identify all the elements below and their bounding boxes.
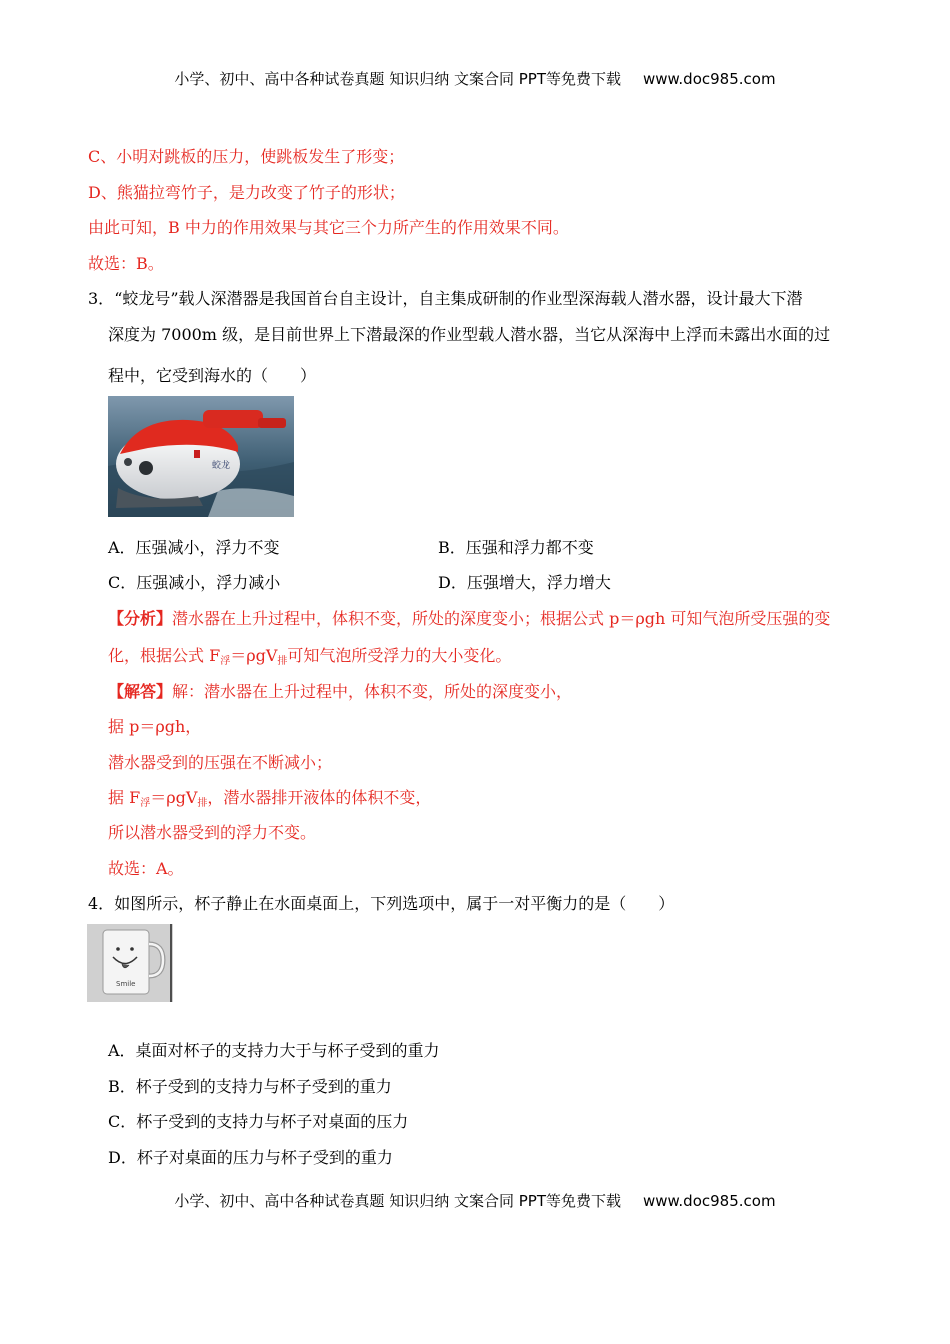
q3-option-b[interactable]: B．压强和浮力都不变 [438, 538, 594, 557]
analysis-tag: 【分析】 [108, 609, 173, 628]
header-text: 小学、初中、高中各种试卷真题 知识归纳 文案合同 PPT等免费下载 [174, 70, 621, 88]
analysis-sub-displace: 排 [277, 656, 288, 667]
q3-option-c[interactable]: C．压强减小，浮力减小 [108, 573, 281, 592]
solution-sub-float: 浮 [140, 798, 151, 809]
q4-number: 4． [88, 894, 115, 913]
submarine-hull-text: 蛟龙 [212, 461, 231, 471]
footer-url[interactable]: www.doc985.com [642, 1192, 776, 1210]
q3-option-d[interactable]: D．压强增大，浮力增大 [438, 573, 611, 592]
prev-conclusion: 由此可知，B 中力的作用效果与其它三个力所产生的作用效果不同。 [88, 218, 569, 237]
mug-photo [87, 924, 173, 1002]
analysis-text-1: 潜水器在上升过程中，体积不变，所处的深度变小；根据公式 p＝ρgh 可知气泡所受压强的变 [172, 609, 831, 628]
q3-stem-3: 程中，它受到海水的（ ） [108, 366, 317, 385]
q4-line1 [88, 893, 674, 915]
analysis-sub-float: 浮 [220, 656, 231, 667]
q3-answer: 故选：A。 [108, 859, 184, 878]
q3-option-a[interactable]: A．压强减小，浮力不变 [108, 538, 280, 557]
q4-stem: 如图所示，杯子静止在水面桌面上，下列选项中，属于一对平衡力的是（ ） [114, 894, 675, 913]
prev-answer: 故选：B。 [88, 254, 164, 273]
solution-tag: 【解答】 [108, 682, 173, 701]
q3-solution-3: 潜水器受到的压强在不断减小； [108, 753, 333, 772]
q4-option-a[interactable]: A．桌面对杯子的支持力大于与杯子受到的重力 [108, 1041, 440, 1060]
q3-analysis-1 [108, 608, 830, 630]
q3-stem-2: 深度为 7000m 级，是目前世界上下潜最深的作业型载人潜水器，当它从深海中上浮而未露出水面的过 [108, 325, 831, 344]
page-header [0, 68, 950, 89]
q3-solution-2: 据 p＝ρgh， [108, 717, 202, 736]
q4-option-d[interactable]: D．杯子对桌面的压力与杯子受到的重力 [108, 1148, 393, 1167]
q3-number: 3． [88, 289, 115, 308]
solution-text-4a: 据 F [108, 788, 141, 807]
analysis-text-2c: 可知气泡所受浮力的大小变化。 [287, 646, 512, 665]
solution-text-4b: ＝ρgV [150, 788, 198, 807]
q3-solution-5: 所以潜水器受到的浮力不变。 [108, 823, 317, 842]
q3-solution-1 [108, 681, 572, 703]
prev-option-d-explain: D、熊猫拉弯竹子，是力改变了竹子的形状； [88, 183, 405, 202]
submarine-photo [108, 396, 294, 517]
analysis-text-2a: 化，根据公式 F [108, 646, 221, 665]
solution-sub-displace: 排 [197, 798, 208, 809]
q3-solution-4 [108, 787, 431, 812]
mug-illustration [87, 924, 173, 1002]
q3-line1 [88, 288, 803, 310]
q3-analysis-2 [108, 645, 511, 670]
solution-text-4c: ，潜水器排开液体的体积不变， [207, 788, 432, 807]
analysis-text-2b: ＝ρgV [230, 646, 278, 665]
solution-text-1: 解：潜水器在上升过程中，体积不变，所处的深度变小， [172, 682, 573, 701]
q4-option-c[interactable]: C．杯子受到的支持力与杯子对桌面的压力 [108, 1112, 409, 1131]
submarine-illustration [108, 396, 294, 517]
page-footer [0, 1190, 950, 1211]
footer-text: 小学、初中、高中各种试卷真题 知识归纳 文案合同 PPT等免费下载 [174, 1192, 621, 1210]
mug-text: Smile [116, 980, 136, 988]
header-url[interactable]: www.doc985.com [642, 70, 776, 88]
prev-option-c-explain: C、小明对跳板的压力，使跳板发生了形变； [88, 147, 405, 166]
q3-stem-1: “蛟龙号”载人深潜器是我国首台自主设计，自主集成研制的作业型深海载人潜水器，设计最大下潜 [114, 289, 803, 308]
q4-option-b[interactable]: B．杯子受到的支持力与杯子受到的重力 [108, 1077, 392, 1096]
